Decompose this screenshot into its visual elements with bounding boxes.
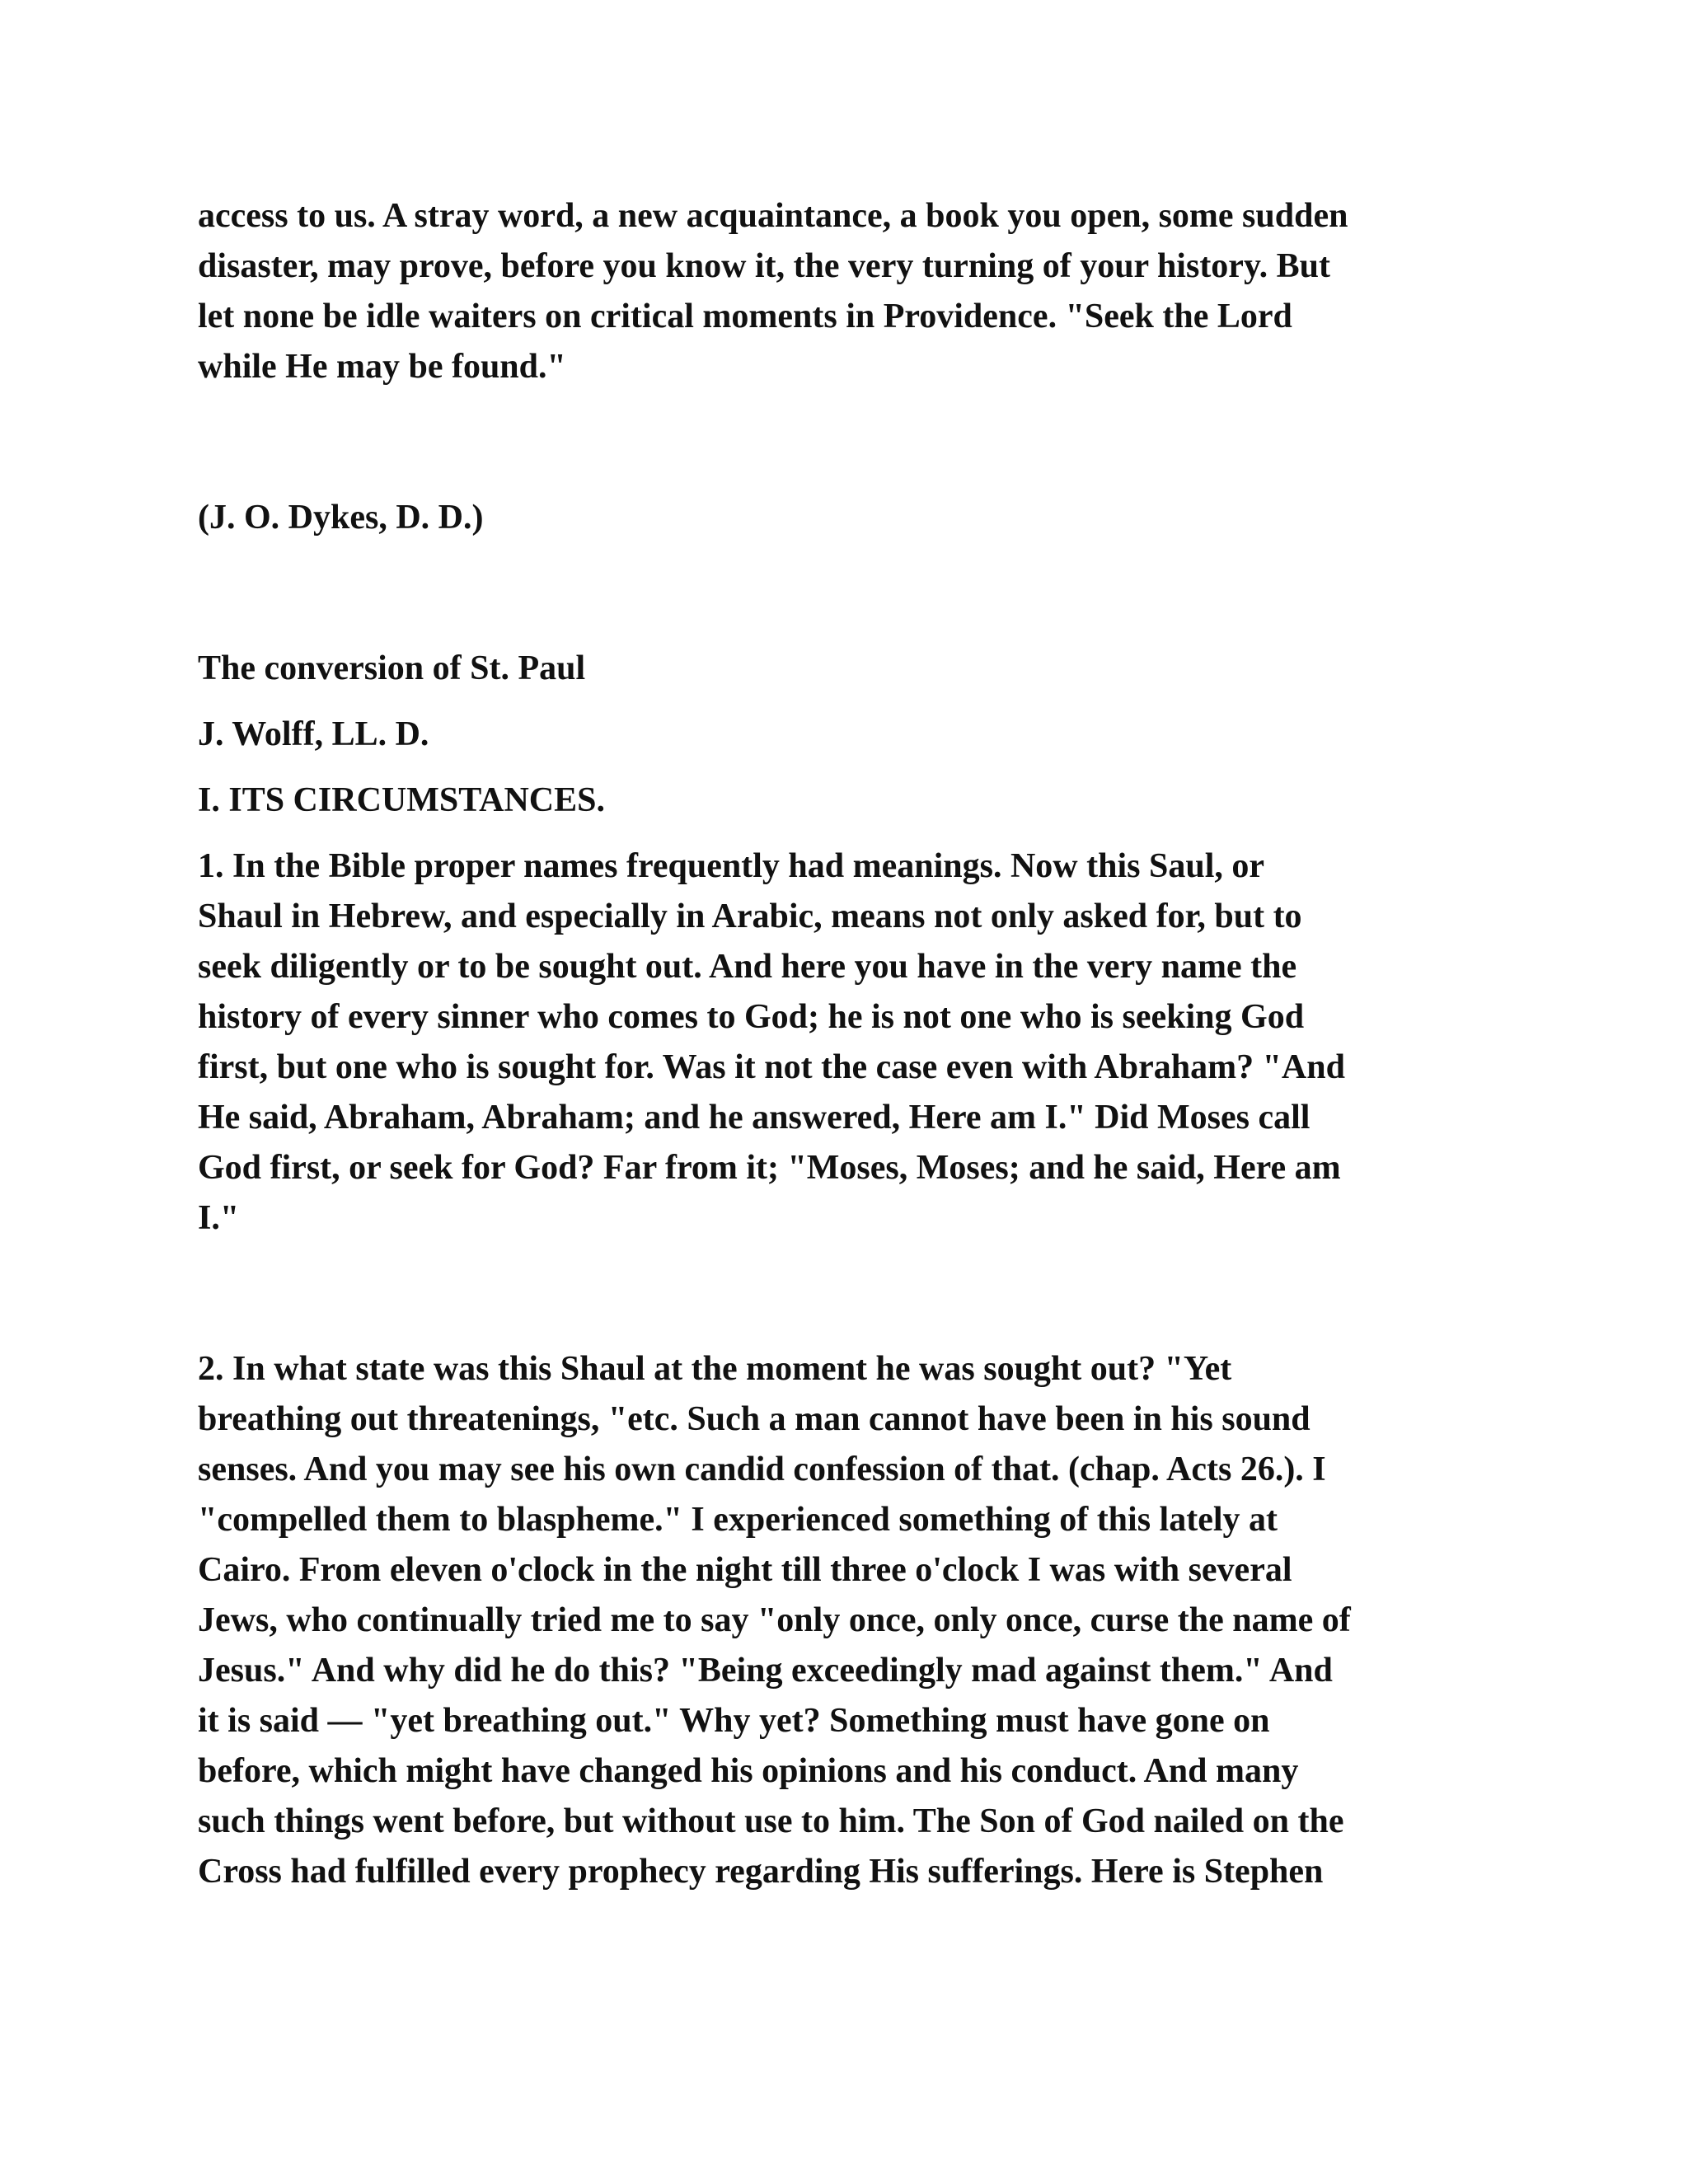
document-page — [198, 191, 1492, 1897]
text-line: breathing out threatenings, "etc. Such a man cannot have been in his sound — [198, 1400, 1311, 1438]
text-line: "compelled them to blaspheme." I experienced something of this lately at — [198, 1501, 1278, 1539]
text-line: Jews, who continually tried me to say "only once, only once, curse the name of — [198, 1601, 1351, 1639]
text-line: I." — [198, 1199, 240, 1237]
text-line: first, but one who is sought for. Was it not the case even with Abraham? "And — [198, 1048, 1345, 1086]
text-line: while He may be found." — [198, 348, 566, 386]
text-line: access to us. A stray word, a new acquaintance, a book you open, some sudden — [198, 197, 1348, 235]
text-line: it is said — "yet breathing out." Why yet? Something must have gone on — [198, 1702, 1270, 1740]
text-line: such things went before, but without use to him. The Son of God nailed on the — [198, 1802, 1344, 1840]
section-title: The conversion of St. Paul — [198, 649, 586, 687]
paragraph-3 — [198, 1344, 1492, 1897]
text-line: Cross had fulfilled every prophecy regarding His sufferings. Here is Stephen — [198, 1853, 1324, 1891]
text-line: Jesus." And why did he do this? "Being exceedingly mad against them." And — [198, 1652, 1333, 1690]
text-line: 2. In what state was this Shaul at the moment he was sought out? "Yet — [198, 1350, 1232, 1388]
paragraph-1 — [198, 191, 1492, 392]
text-line: history of every sinner who comes to God; he is not one who is seeking God — [198, 998, 1305, 1036]
text-line: let none be idle waiters on critical moments in Providence. "Seek the Lord — [198, 298, 1292, 335]
text-line: 1. In the Bible proper names frequently had meanings. Now this Saul, or — [198, 847, 1265, 885]
paragraph-2 — [198, 841, 1492, 1244]
text-line: seek diligently or to be sought out. And here you have in the very name the — [198, 948, 1297, 986]
text-line: God first, or seek for God? Far from it; "Moses, Moses; and he said, Here am — [198, 1149, 1341, 1187]
attribution: (J. O. Dykes, D. D.) — [198, 499, 484, 537]
text-line: Cairo. From eleven o'clock in the night till three o'clock I was with several — [198, 1551, 1292, 1589]
text-line: Shaul in Hebrew, and especially in Arabic, means not only asked for, but to — [198, 898, 1302, 935]
section-author: J. Wolff, LL. D. — [198, 715, 429, 753]
text-line: senses. And you may see his own candid confession of that. (chap. Acts 26.). I — [198, 1451, 1326, 1488]
text-line: He said, Abraham, Abraham; and he answered, Here am I." Did Moses call — [198, 1099, 1311, 1137]
section-heading: I. ITS CIRCUMSTANCES. — [198, 781, 605, 819]
text-line: disaster, may prove, before you know it, the very turning of your history. But — [198, 247, 1330, 285]
text-line: before, which might have changed his opinions and his conduct. And many — [198, 1752, 1299, 1790]
